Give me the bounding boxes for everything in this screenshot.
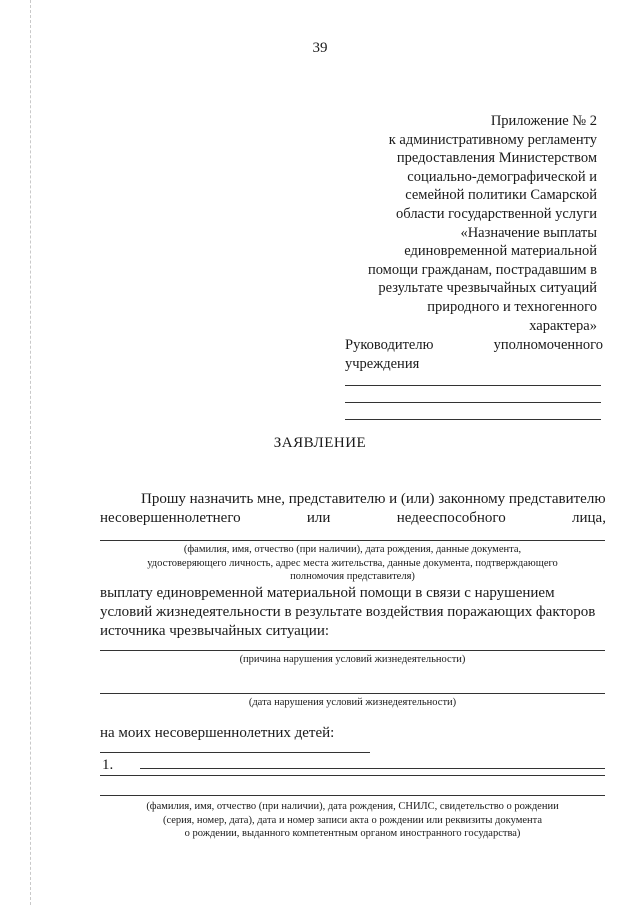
appendix-line: Приложение № 2 bbox=[490, 113, 597, 129]
caption-line: (серия, номер, дата), дата и номер записи акта о рождении или реквизиты документа bbox=[162, 814, 543, 826]
date-blank-line[interactable] bbox=[100, 693, 605, 694]
scan-edge-artifact bbox=[30, 0, 31, 905]
children-label: на моих несовершеннолетних детей: bbox=[100, 725, 335, 741]
caption-line: (фамилия, имя, отчество (при наличии), дата рождения, данные документа, bbox=[183, 544, 522, 555]
recipient-line-1 bbox=[345, 336, 603, 355]
request-word: несовершеннолетнего bbox=[100, 510, 241, 526]
caption-line: (фамилия, имя, отчество (при наличии), дата рождения, СНИЛС, свидетельство о рождении bbox=[146, 801, 559, 812]
recipient-block bbox=[345, 336, 603, 374]
caption-line: о рождении, выданного компетентным органом иностранного государства) bbox=[184, 828, 521, 839]
appendix-line: характера» bbox=[529, 317, 597, 334]
applicant-caption bbox=[100, 543, 605, 584]
appendix-line: социально-демографической и bbox=[407, 168, 597, 185]
appendix-line: семейной политики Самарской bbox=[405, 187, 597, 204]
child-item-underline[interactable] bbox=[100, 775, 605, 776]
appendix-header bbox=[340, 112, 597, 335]
appendix-line: «Назначение выплаты bbox=[460, 224, 597, 241]
request-line-1: Прошу назначить мне, представителю и (или) законному представителю bbox=[141, 491, 606, 507]
payment-line: выплату единовременной материальной помощи в связи с нарушением bbox=[100, 585, 555, 601]
reason-blank-line[interactable] bbox=[100, 650, 605, 651]
appendix-line: природного и техногенного bbox=[427, 298, 597, 315]
payment-line: условий жизнедеятельности в результате воздействия поражающих факторов bbox=[100, 604, 596, 620]
request-word: или bbox=[306, 510, 331, 526]
request-line-2 bbox=[100, 509, 606, 528]
recipient-blank-line-3[interactable] bbox=[345, 419, 601, 420]
caption-line: полномочия представителя) bbox=[290, 571, 415, 582]
recipient-line-2: учреждения bbox=[345, 356, 420, 372]
recipient-word: Руководителю bbox=[345, 337, 434, 353]
document-title: ЗАЯВЛЕНИЕ bbox=[273, 435, 367, 451]
payment-line: источника чрезвычайных ситуации: bbox=[100, 623, 330, 639]
appendix-line: помощи гражданам, пострадавшим в bbox=[367, 261, 597, 278]
recipient-word: уполномоченного bbox=[493, 337, 603, 353]
appendix-line: результате чрезвычайных ситуаций bbox=[378, 280, 597, 297]
child-item-number: 1. bbox=[102, 757, 114, 773]
payment-paragraph bbox=[100, 584, 605, 641]
reason-caption: (причина нарушения условий жизнедеятельности) bbox=[239, 654, 466, 665]
child-details-blank-line[interactable] bbox=[100, 795, 605, 796]
children-blank-line[interactable] bbox=[100, 752, 370, 753]
appendix-line: к административному регламенту bbox=[388, 131, 597, 148]
child-caption bbox=[100, 800, 605, 841]
appendix-line: области государственной услуги bbox=[396, 205, 597, 222]
request-word: недееспособного bbox=[396, 510, 506, 526]
recipient-blank-line-1[interactable] bbox=[345, 385, 601, 386]
date-caption: (дата нарушения условий жизнедеятельности) bbox=[248, 697, 457, 708]
applicant-blank-line[interactable] bbox=[100, 540, 605, 541]
page-number: 39 bbox=[312, 40, 328, 56]
recipient-blank-line-2[interactable] bbox=[345, 402, 601, 403]
appendix-line: единовременной материальной bbox=[404, 243, 597, 260]
child-entry-blank-line[interactable] bbox=[140, 768, 605, 769]
caption-line: удостоверяющего личность, адрес места жительства, данные документа, подтверждающего bbox=[147, 557, 558, 569]
request-word: лица, bbox=[572, 510, 606, 526]
appendix-line: предоставления Министерством bbox=[396, 150, 597, 167]
